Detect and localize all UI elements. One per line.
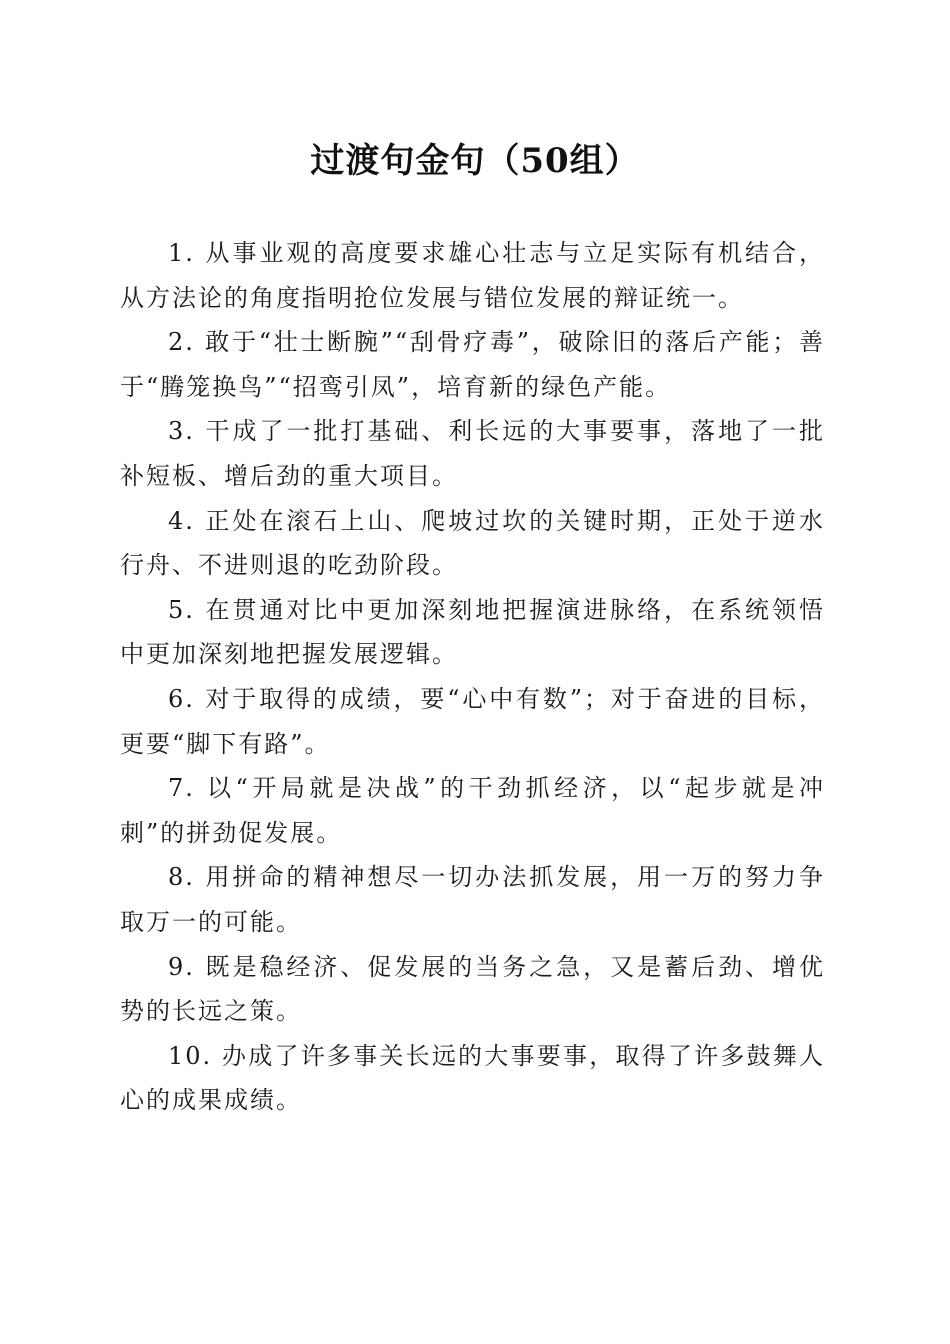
paragraph-9: 9. 既是稳经济、促发展的当务之急，又是蓄后劲、增优势的长远之策。 — [120, 952, 825, 1026]
paragraph-1: 1. 从事业观的高度要求雄心壮志与立足实际有机结合，从方法论的角度指明抢位发展与错位发展的辩证统一。 — [120, 239, 825, 312]
paragraph-2: 2. 敢于“壮士断腕”“刮骨疗毒”，破除旧的落后产能；善于“腾笼换鸟”“招鸾引凤”，培育新的绿色产能。 — [120, 328, 825, 401]
paragraph-10: 10. 办成了许多事关长远的大事要事，取得了许多鼓舞人心的成果成绩。 — [120, 1041, 825, 1115]
page-title: 过渡句金句（50组） — [310, 141, 640, 181]
paragraph-8: 8. 用拼命的精神想尽一切办法抓发展，用一万的努力争取万一的可能。 — [120, 863, 825, 936]
document-body — [120, 231, 825, 1123]
paragraph-3: 3. 干成了一批打基础、利长远的大事要事，落地了一批补短板、增后劲的重大项目。 — [120, 417, 825, 490]
paragraph-7: 7. 以“开局就是决战”的干劲抓经济，以“起步就是冲刺”的拼劲促发展。 — [120, 774, 825, 847]
paragraph-4: 4. 正处在滚石上山、爬坡过坎的关键时期，正处于逆水行舟、不进则退的吃劲阶段。 — [120, 506, 825, 580]
paragraph-6: 6. 对于取得的成绩，要“心中有数”；对于奋进的目标，更要“脚下有路”。 — [120, 684, 825, 758]
paragraph-5: 5. 在贯通对比中更加深刻地把握演进脉络，在系统领悟中更加深刻地把握发展逻辑。 — [120, 595, 825, 669]
